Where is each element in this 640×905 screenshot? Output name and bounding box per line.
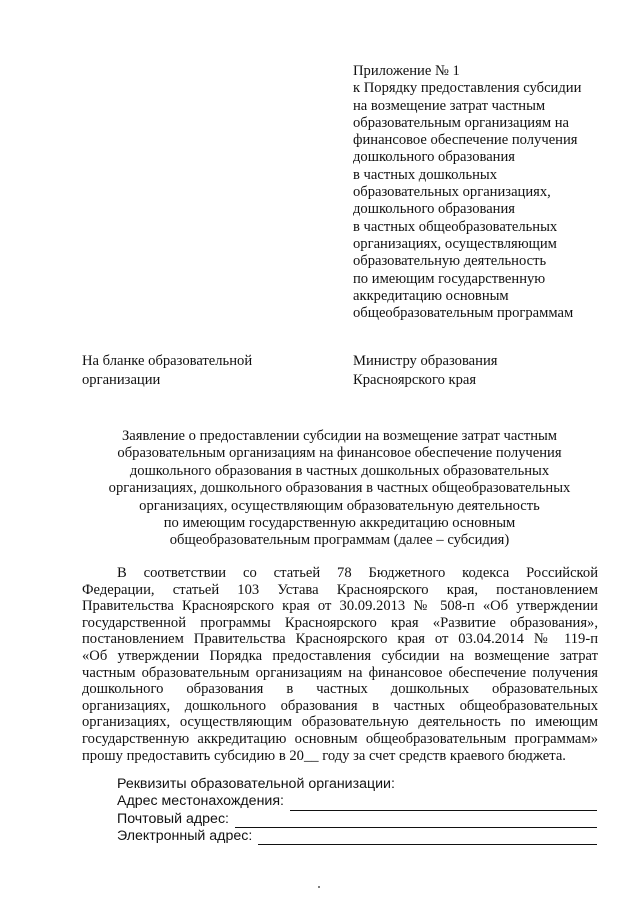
letterhead-note <box>82 352 302 389</box>
requisites-heading: Реквизиты образовательной организации: <box>117 776 395 792</box>
appendix-line: на возмещение затрат частным <box>353 97 546 114</box>
appendix-line: Приложение № 1 <box>353 63 460 79</box>
body-line: частным образовательным организациям на финансовое обеспечение получения <box>82 664 598 681</box>
appendix-line: дошкольного образования <box>353 149 516 166</box>
postal-row <box>117 811 597 828</box>
address-row <box>117 793 597 810</box>
title-line: Заявление о предоставлении субсидии на возмещение затрат частным <box>121 428 558 444</box>
appendix-line: образовательным организациям на <box>353 114 569 131</box>
appendix-line: в частных общеобразовательных <box>353 218 558 235</box>
addressee <box>353 352 583 389</box>
appendix-line: в частных дошкольных <box>353 166 498 183</box>
address-label: Адрес местонахождения: <box>117 793 284 810</box>
body-line: государственную аккредитацию основным общеобразовательным программам» <box>82 730 598 747</box>
body-line: государственной программы Красноярского края «Развитие образования», <box>82 614 598 631</box>
application-body <box>82 565 598 764</box>
addressee-line: Красноярского края <box>353 371 477 388</box>
body-line: Федерации, статьей 103 Устава Красноярского края, постановлением <box>82 581 598 598</box>
appendix-line: образовательных организациях, <box>353 184 551 201</box>
address-field[interactable] <box>290 797 597 811</box>
title-line: общеобразовательным программам (далее – субсидия) <box>169 532 510 549</box>
appendix-line: общеобразовательным программам <box>353 305 574 322</box>
appendix-line: по имеющим государственную <box>353 270 546 287</box>
appendix-line: образовательную деятельность <box>353 253 547 270</box>
postal-field[interactable] <box>235 814 597 828</box>
appendix-line: аккредитацию основным <box>353 287 509 304</box>
body-line: дошкольного образования в частных дошкольных образовательных <box>82 681 598 698</box>
requisites-heading-row <box>117 776 597 793</box>
appendix-block <box>353 63 613 322</box>
addressee-line: Министру образования <box>353 353 498 369</box>
body-line: организациях, дошкольного образования в частных общеобразовательных <box>82 697 598 714</box>
email-row <box>117 828 597 845</box>
title-line: организациях, дошкольного образования в частных общеобразовательных <box>108 480 571 497</box>
postal-label: Почтовый адрес: <box>117 810 229 827</box>
title-line: дошкольного образования в частных дошкольных образовательных <box>129 462 550 479</box>
title-line: по имеющим государственную аккредитацию основным <box>163 514 516 531</box>
body-line: постановлением Правительства Красноярского края от 03.04.2014 № 119-п <box>82 631 598 648</box>
title-line: образовательным организациям на финансовое обеспечение получения <box>117 445 562 462</box>
requisites-block <box>117 776 597 845</box>
letterhead-line: организации <box>82 371 161 388</box>
body-line: прошу предоставить субсидию в 20__ году за счет средств краевого бюджета. <box>82 747 566 764</box>
appendix-line: организациях, осуществляющим <box>353 235 557 252</box>
letterhead-line: На бланке образовательной <box>82 353 253 369</box>
body-line: организациях, осуществляющим образовательную деятельность по имеющим <box>82 714 598 731</box>
email-label: Электронный адрес: <box>117 827 253 844</box>
email-field[interactable] <box>258 831 597 845</box>
appendix-line: к Порядку предоставления субсидии <box>353 80 582 97</box>
body-line: В соответствии со статьей 78 Бюджетного кодекса Российской <box>117 565 598 581</box>
title-line: организациях, осуществляющим образовательную деятельность <box>139 497 540 514</box>
application-title <box>82 428 597 550</box>
appendix-line: финансовое обеспечение получения <box>353 132 578 149</box>
body-line: «Об утверждении Порядка предоставления субсидии на возмещение затрат <box>82 647 598 664</box>
page-mark <box>318 886 320 888</box>
body-line: Правительства Красноярского края от 30.09.2013 № 508-п «Об утверждении <box>82 598 598 615</box>
appendix-line: дошкольного образования <box>353 201 516 218</box>
